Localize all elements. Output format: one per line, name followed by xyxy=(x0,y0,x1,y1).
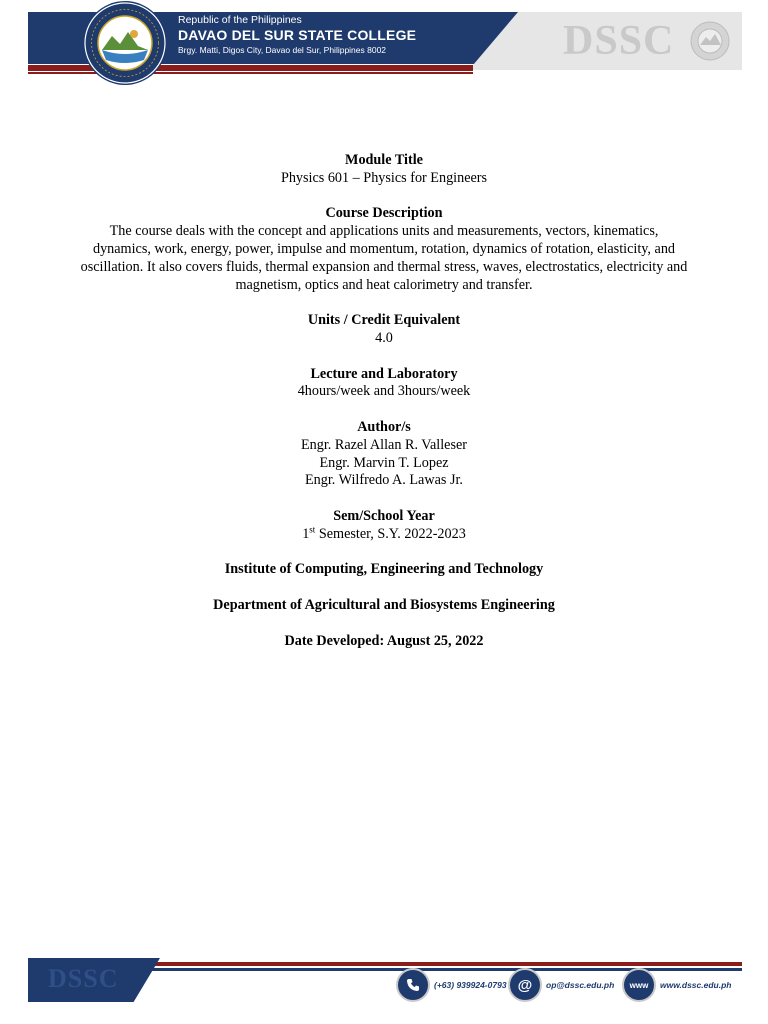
dssc-logo: DSSC xyxy=(563,18,675,64)
mini-seal-icon xyxy=(690,21,730,61)
footer-phone xyxy=(396,968,507,1002)
letterhead-header xyxy=(0,0,768,80)
lecture-lab-heading: Lecture and Laboratory xyxy=(310,365,458,382)
college-address: Brgy. Matti, Digos City, Davao del Sur, Philippines 8002 xyxy=(178,45,387,55)
date-developed: Date Developed: August 25, 2022 xyxy=(284,632,484,649)
sem-rest: Semester, S.Y. 2022-2023 xyxy=(315,525,466,542)
sem-school-year-heading: Sem/School Year xyxy=(333,507,435,524)
units-value: 4.0 xyxy=(375,329,393,346)
course-description: The course deals with the concept and applications units and measurements, vectors, kinematics, dynamics, work, energy, power, impulse and momentum, rotation, dynamics of rotation, elasticity, and oscillation. It also covers fluids, thermal expansion and thermal stress, waves, electrostatics, electricity and magnetism, optics and heat calorimetry and transfer. xyxy=(80,223,688,293)
sem-ordinal-suffix: st xyxy=(309,524,316,534)
at-icon: @ xyxy=(508,968,542,1002)
phone-icon xyxy=(396,968,430,1002)
republic-label: Republic of the Philippines xyxy=(178,14,302,26)
author-name: Engr. Razel Allan R. Valleser xyxy=(300,436,467,453)
module-title-heading: Module Title xyxy=(345,152,423,168)
sem-number: 1 xyxy=(302,525,310,542)
header-college-info xyxy=(178,14,416,56)
college-seal-icon xyxy=(82,0,168,86)
course-description-heading: Course Description xyxy=(325,205,443,222)
phone-number: (+63) 939924-0793 xyxy=(434,980,507,990)
author-name: Engr. Wilfredo A. Lawas Jr. xyxy=(305,472,463,489)
institute-name: Institute of Computing, Engineering and Technology xyxy=(224,561,544,578)
authors-heading: Author/s xyxy=(357,418,411,435)
department-name: Department of Agricultural and Biosystems Engineering xyxy=(213,596,555,613)
www-icon: www xyxy=(622,968,656,1002)
college-name: DAVAO DEL SUR STATE COLLEGE xyxy=(178,27,417,43)
footer-red-stripe xyxy=(140,962,742,966)
author-name: Engr. Marvin T. Lopez xyxy=(319,454,449,471)
footer-dssc-logo: DSSC xyxy=(48,964,119,993)
lecture-lab-value: 4hours/week and 3hours/week xyxy=(297,383,471,400)
footer-website xyxy=(622,968,731,1002)
sem-school-year-value xyxy=(80,526,688,544)
email-address: op@dssc.edu.ph xyxy=(546,980,615,990)
module-cover-content xyxy=(80,152,688,650)
module-title: Physics 601 – Physics for Engineers xyxy=(280,169,488,186)
footer-email xyxy=(508,968,614,1002)
website-url: www.dssc.edu.ph xyxy=(660,980,732,990)
letterhead-footer xyxy=(0,950,768,1010)
units-heading: Units / Credit Equivalent xyxy=(307,312,461,329)
